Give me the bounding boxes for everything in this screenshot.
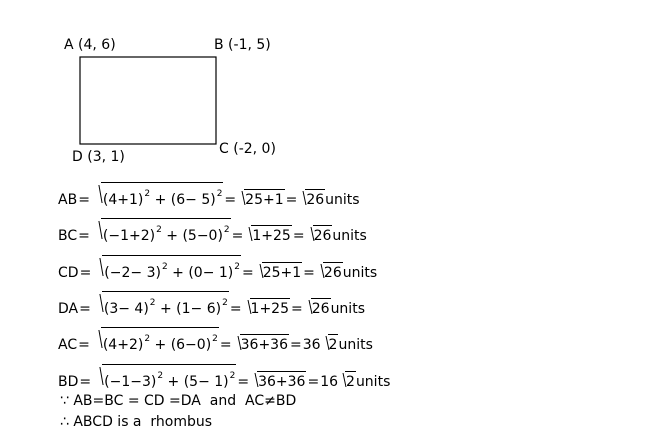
equation-lhs: BD (58, 374, 79, 390)
equation-da: $DA= (3- 4)^2 + (1- 6)^2 = 1+25$ = 26units (58, 291, 365, 319)
radicand-sum: 36+36 (240, 334, 289, 355)
radicand-result: 26 (305, 189, 325, 210)
equation-bd: $BD= (-1-3)^2 + (5- 1)^2 = 36+36 =16$ 2units (58, 364, 390, 392)
sqrt-symbol: $(3- 4)^2 + (1- 6)^2$ (93, 291, 229, 319)
sqrt-symbol: $(-2- 3)^2 + (0- 1)^2$ (93, 255, 241, 283)
unit-label: units (355, 374, 391, 390)
sqrt-symbol (298, 189, 325, 210)
vertex-label-d: D (3, 1) (72, 149, 125, 165)
equation-ac: $AC= (4+2)^2 + (6-0)^2 = 36+36 =36$ 2units (58, 327, 373, 355)
sqrt-symbol (255, 262, 302, 283)
radicand-sum: 1+25 (251, 225, 291, 246)
sqrt-symbol (237, 189, 284, 210)
equation-lhs: BC (58, 228, 78, 244)
equation-lhs: AC (58, 337, 78, 353)
sqrt-symbol (338, 371, 356, 392)
sqrt-symbol (243, 298, 290, 319)
sqrt-symbol: $(4+1)^2 + (6- 5)^2$ (92, 182, 224, 210)
term-1: (−2− 3) (104, 265, 161, 281)
radicand-result: 2 (345, 371, 356, 392)
vertex-label-b: B (-1, 5) (214, 37, 271, 53)
term-2: (6−0) (170, 337, 212, 353)
term-1: (4+1) (102, 192, 144, 208)
equation-lhs: AB (58, 192, 78, 208)
term-1: (−1−3) (104, 374, 157, 390)
vertex-label-c: C (-2, 0) (219, 141, 276, 157)
equation-ab: $AB= (4+1)^2 + (6- 5)^2 = 25+1$ = 26units (58, 182, 360, 210)
sqrt-symbol (316, 262, 343, 283)
vertex-label-a: A (4, 6) (64, 37, 116, 53)
unit-label: units (338, 337, 373, 353)
radicand-result: 2 (328, 334, 339, 355)
term-1: (−1+2) (102, 228, 156, 244)
sqrt-symbol: $(-1+2)^2 + (5-0)^2$ (92, 218, 231, 246)
radicand-sum: 36+36 (257, 371, 306, 392)
sqrt-symbol (304, 298, 331, 319)
coefficient: 36 (302, 337, 321, 353)
radicand-sum: 25+1 (244, 189, 284, 210)
sqrt-symbol (250, 371, 306, 392)
term-2: (1− 6) (176, 301, 222, 317)
term-2: (5−0) (182, 228, 223, 244)
unit-label: units (330, 301, 365, 317)
term-1: (3− 4) (103, 301, 149, 317)
term-2: (6− 5) (170, 192, 216, 208)
radicand-sum: 25+1 (262, 262, 302, 283)
equation-lhs: CD (58, 265, 79, 281)
quadrilateral-abcd (80, 57, 216, 144)
radicand-result: 26 (323, 262, 343, 283)
radicand-sum: 1+25 (250, 298, 290, 319)
sqrt-symbol: $(4+2)^2 + (6-0)^2$ (92, 327, 219, 355)
unit-label: units (342, 265, 378, 281)
sqrt-symbol (306, 225, 333, 246)
equation-cd: $CD= (-2- 3)^2 + (0- 1)^2 = 25+1$ = 26units (58, 255, 377, 283)
term-2: (0− 1) (188, 265, 234, 281)
equation-bc: $BC= (-1+2)^2 + (5-0)^2 = 1+25$ = 26units (58, 218, 367, 246)
radicand-result: 26 (313, 225, 333, 246)
unit-label: units (325, 192, 360, 208)
sqrt-symbol (233, 334, 289, 355)
conclusion-because: ∵ AB=BC = CD =DA and AC≠BD (60, 393, 297, 409)
term-1: (4+2) (102, 337, 144, 353)
radicand-result: 26 (311, 298, 331, 319)
sqrt-symbol: $(-1-3)^2 + (5- 1)^2$ (93, 364, 236, 392)
unit-label: units (332, 228, 367, 244)
equation-lhs: DA (58, 301, 79, 317)
sqrt-symbol (321, 334, 339, 355)
sqrt-symbol (244, 225, 291, 246)
term-2: (5− 1) (183, 374, 229, 390)
coefficient: 16 (320, 374, 339, 390)
conclusion-therefore: ∴ ABCD is a rhombus (60, 414, 213, 430)
